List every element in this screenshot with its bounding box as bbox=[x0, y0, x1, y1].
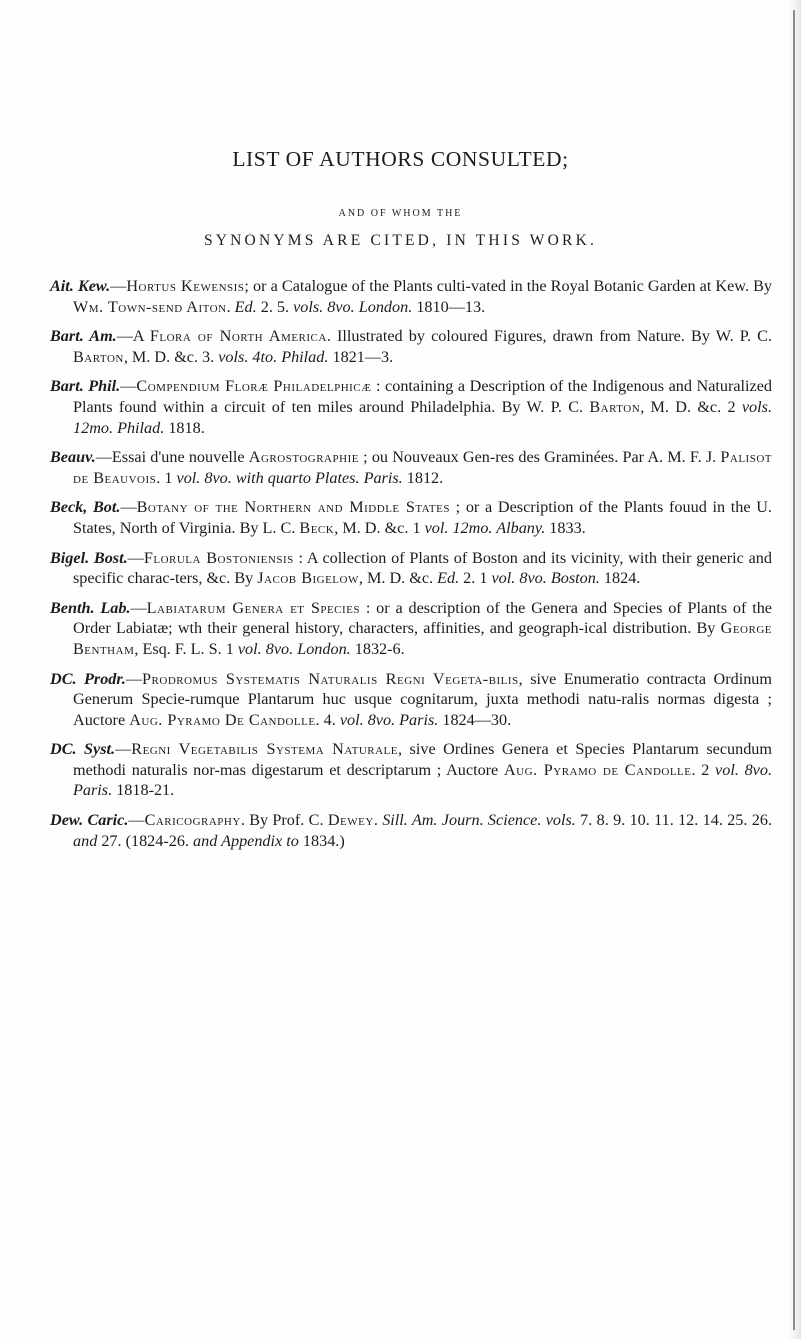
entry-text: 1818. bbox=[164, 418, 205, 437]
entry-text: 1824—30. bbox=[438, 710, 512, 729]
entry-text: Ed. bbox=[234, 297, 257, 316]
entry-text: —A bbox=[116, 327, 150, 346]
entry-text: vol. 8vo. with quarto Plates. Paris. bbox=[176, 468, 403, 487]
entry-text: Agrostographie bbox=[248, 448, 359, 467]
entry-text: Regni Vegetabilis Systema Naturale bbox=[131, 740, 398, 759]
entry-text: . bbox=[226, 297, 235, 316]
author-entry bbox=[50, 497, 772, 538]
entry-text: 1833. bbox=[545, 518, 586, 537]
entry-text: Flora of North America bbox=[149, 327, 327, 346]
entry-text: : A collection of Plants of Boston and its vicinity, with their generic and specific charac-ters, &c. By bbox=[73, 548, 772, 588]
author-list bbox=[50, 276, 772, 860]
entry-abbreviation: Beck, Bot. bbox=[50, 498, 121, 517]
entry-text: Ed. bbox=[437, 569, 460, 588]
entry-text: Palisot de Beauvois bbox=[73, 448, 773, 487]
entry-text: — bbox=[128, 811, 145, 830]
entry-text: vol. 8vo. Paris. bbox=[73, 760, 772, 800]
entry-text: 1824. bbox=[599, 569, 641, 588]
entry-text: Prodromus Systematis Naturalis Regni Vegeta-bilis bbox=[142, 669, 519, 688]
entry-text: — bbox=[127, 548, 144, 567]
entry-abbreviation: Bigel. Bost. bbox=[50, 548, 128, 567]
entry-text: vols. 4to. Philad. bbox=[218, 347, 329, 366]
entry-text: . By Prof. C. bbox=[240, 811, 328, 830]
author-entry bbox=[50, 598, 772, 660]
entry-text: vols. 12mo. Philad. bbox=[73, 397, 772, 437]
entry-text: vol. 12mo. Albany. bbox=[424, 518, 546, 537]
entry-text: ; or a Catalogue of the Plants culti-vated in the Royal Botanic Garden at Kew. By bbox=[244, 277, 772, 295]
entry-abbreviation: DC. Prodr. bbox=[50, 669, 126, 688]
author-entry bbox=[50, 447, 772, 488]
entry-text: Sill. Am. Journ. Science. vols. bbox=[382, 811, 576, 830]
entry-text: Dewey bbox=[327, 811, 374, 830]
author-entry bbox=[50, 739, 772, 801]
entry-text: 1821—3. bbox=[328, 347, 394, 366]
entry-text: vol. 8vo. Paris. bbox=[339, 710, 439, 729]
entry-text: ; ou Nouveaux Gen-res des Graminées. Par A. M. F. J. bbox=[358, 448, 721, 467]
entry-text: Barton bbox=[73, 347, 124, 366]
entry-text: Jacob Bigelow bbox=[257, 569, 359, 588]
entry-text: 2. 5. bbox=[256, 297, 294, 316]
entry-text: . 2 bbox=[691, 760, 716, 779]
entry-text: vols. 8vo. London. bbox=[293, 297, 413, 316]
entry-text: Caricography bbox=[144, 811, 241, 830]
entry-text: Aug. Pyramo De Candolle bbox=[129, 710, 316, 729]
entry-text: George Bentham bbox=[73, 619, 772, 658]
author-entry bbox=[50, 276, 772, 317]
entry-text: , M. D. &c. bbox=[358, 569, 438, 588]
entry-text: Labiatarum Genera et Species bbox=[146, 598, 361, 617]
entry-text: , sive Ordines Genera et Species Plantarum secundum methodi naturalis nor-mas digestarum et descriptarum ; Auctore bbox=[73, 740, 772, 779]
entry-text: Botany of the Northern and Middle States bbox=[136, 498, 450, 517]
entry-text: Beck bbox=[299, 518, 335, 537]
entry-text: Compendium Floræ Philadelphicæ bbox=[136, 377, 372, 396]
entry-text: . 4. bbox=[315, 710, 340, 729]
entry-abbreviation: DC. Syst. bbox=[50, 740, 116, 759]
entry-text: — bbox=[125, 669, 143, 688]
entry-text: — bbox=[130, 598, 147, 617]
entry-text: 27. (1824-26. bbox=[97, 831, 194, 850]
entry-text: : or a description of the Genera and Species of Plants of the Order Labiatæ; wth their general history, characters, affinities, and geograph-ical distribution. By bbox=[73, 598, 772, 638]
entry-text: and Appendix to bbox=[193, 831, 299, 850]
page-subtitle: AND OF WHOM THE bbox=[338, 208, 463, 219]
entry-text: : containing a Description of the Indigenous and Naturalized Plants found within a circuit of ten miles around Philadelphia. By W. P. C. bbox=[73, 377, 772, 416]
author-entry bbox=[50, 810, 772, 851]
entry-abbreviation: Ait. Kew. bbox=[50, 277, 111, 295]
entry-text: 1810—13. bbox=[412, 297, 486, 316]
entry-text: Hortus Kewensis bbox=[126, 277, 245, 295]
entry-text: — bbox=[110, 277, 127, 295]
entry-text: 1818-21. bbox=[112, 781, 175, 800]
entry-abbreviation: Bart. Phil. bbox=[50, 377, 121, 396]
entry-text: — bbox=[120, 377, 137, 396]
entry-text: , M. D. &c. 1 bbox=[334, 518, 425, 537]
entry-text: — bbox=[115, 740, 132, 759]
entry-text: —Essai d'une nouvelle bbox=[95, 448, 249, 467]
page-subtitle-2: SYNONYMS ARE CITED, IN THIS WORK. bbox=[203, 232, 598, 249]
author-entry bbox=[50, 548, 772, 589]
entry-text: 1832-6. bbox=[350, 639, 405, 658]
entry-text: vol. 8vo. London. bbox=[237, 639, 351, 658]
entry-text: Barton bbox=[589, 397, 641, 416]
entry-text: . 1 bbox=[156, 468, 177, 487]
entry-text: vol. 8vo. Boston. bbox=[491, 569, 600, 588]
entry-text: 1834.) bbox=[298, 831, 345, 850]
entry-abbreviation: Beauv. bbox=[50, 448, 96, 467]
entry-text: 7. 8. 9. 10. 11. 12. 14. 25. 26. bbox=[575, 811, 773, 830]
entry-abbreviation: Dew. Caric. bbox=[50, 811, 129, 830]
entry-text: Aug. Pyramo de Candolle bbox=[503, 760, 692, 779]
entry-text: , sive Enumeratio contracta Ordinum Generum Specie-rumque Plantarum huc usque cognitarum, juxta methodi natu-ralis normas digesta ; Auctore bbox=[73, 669, 772, 729]
entry-text: , M. D. &c. 2 bbox=[640, 397, 742, 416]
entry-text: . Illustrated by coloured Figures, drawn from Nature. By W. P. C. bbox=[326, 327, 772, 346]
entry-text: , Esq. F. L. S. 1 bbox=[134, 639, 238, 658]
page-title: LIST OF AUTHORS CONSULTED; bbox=[232, 147, 569, 171]
entry-text: — bbox=[120, 498, 137, 517]
entry-text: , M. D. &c. 3. bbox=[123, 347, 219, 366]
entry-text: . bbox=[373, 811, 383, 830]
entry-text: Wm. Town-send Aiton bbox=[73, 297, 227, 316]
entry-text: 2. 1 bbox=[459, 569, 492, 588]
entry-text: and bbox=[73, 831, 98, 850]
entry-text: 1812. bbox=[402, 468, 444, 487]
entry-text: Florula Bostoniensis bbox=[143, 548, 294, 567]
author-entry bbox=[50, 326, 772, 367]
entry-abbreviation: Bart. Am. bbox=[50, 327, 117, 346]
entry-abbreviation: Benth. Lab. bbox=[50, 598, 131, 617]
entry-text: ; or a Description of the Plants fouud in the U. States, North of Virginia. By L. C. bbox=[73, 498, 772, 537]
author-entry bbox=[50, 669, 772, 731]
author-entry bbox=[50, 376, 772, 438]
